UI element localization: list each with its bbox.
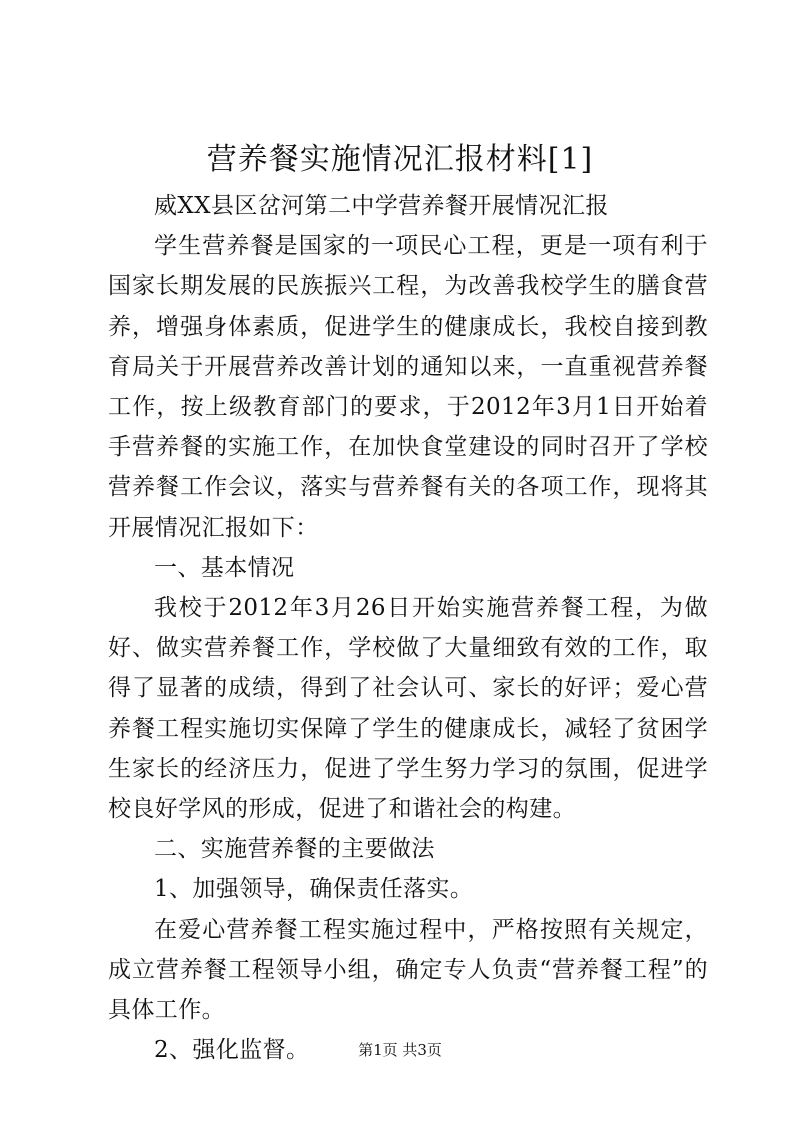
section-heading-main-practices: 二、实施营养餐的主要做法 [154,836,435,863]
section-heading-basic-situation: 一、基本情况 [154,554,295,581]
leadership-paragraph: 在爱心营养餐工程实施过程中，严格按照有关规定，成立营养餐工程领导小组，确定专人负责“营养餐工程”的具体工作。 [108,916,708,1024]
document-title: 营养餐实施情况汇报材料[1] [206,142,594,177]
intro-paragraph: 学生营养餐是国家的一项民心工程，更是一项有利于国家长期发展的民族振兴工程，为改善我校学生的膳食营养，增强身体素质，促进学生的健康成长，我校自接到教育局关于开展营养改善计划的通知以来，一直重视营养餐工作，按上级教育部门的要求，于2012年3月1日开始着手营养餐的实施工作，在加快食堂建设的同时召开了学校营养餐工作会议，落实与营养餐有关的各项工作，现将其开展情况汇报如下： [108,233,708,541]
basic-situation-paragraph: 我校于2012年3月26日开始实施营养餐工程，为做好、做实营养餐工作，学校做了大量细致有效的工作，取得了显著的成绩，得到了社会认可、家长的好评；爱心营养餐工程实施切实保障了学生的健康成长，减轻了贫困学生家长的经济压力，促进了学生努力学习的氛围，促进学校良好学风的形成，促进了和谐社会的构建。 [108,595,708,823]
report-heading-line: 威XX县区岔河第二中学营养餐开展情况汇报 [154,193,609,219]
page-number-footer: 第1页 共3页 [358,1041,442,1059]
subheading-supervision: 2、强化监督。 [154,1037,310,1064]
document-body [108,186,708,1070]
subheading-leadership: 1、加强领导，确保责任落实。 [154,876,474,903]
